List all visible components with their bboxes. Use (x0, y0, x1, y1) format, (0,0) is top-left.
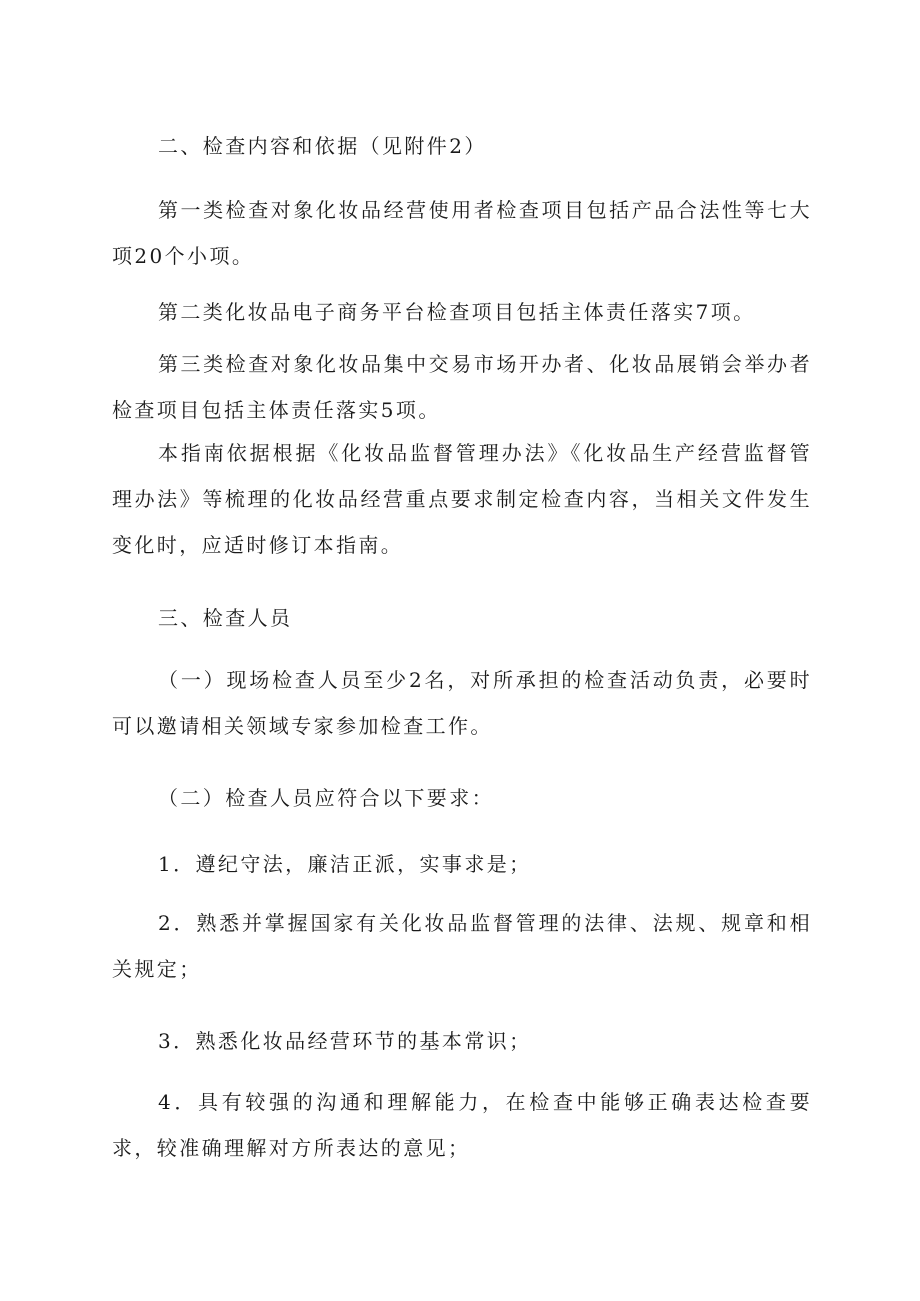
section-heading-3: 三、检查人员 (158, 606, 293, 630)
requirement-item-4: 4．具有较强的沟通和理解能力，在检查中能够正确表达检查要求，较准确理解对方所表达的意见； (112, 1090, 812, 1160)
section-heading-2: 二、检查内容和依据（见附件2） (158, 134, 487, 158)
paragraph-class-3: 第三类检查对象化妆品集中交易市场开办者、化妆品展销会举办者检查项目包括主体责任落实5项。 (112, 352, 812, 422)
paragraph-basis: 本指南依据根据《化妆品监督管理办法》《化妆品生产经营监督管理办法》等梳理的化妆品经营重点要求制定检查内容，当相关文件发生变化时，应适时修订本指南。 (112, 441, 812, 557)
paragraph-class-2: 第二类化妆品电子商务平台检查项目包括主体责任落实7项。 (158, 300, 756, 324)
paragraph-class-1: 第一类检查对象化妆品经营使用者检查项目包括产品合法性等七大项20个小项。 (112, 198, 812, 268)
requirement-item-2: 2．熟悉并掌握国家有关化妆品监督管理的法律、法规、规章和相关规定； (112, 911, 812, 981)
requirement-item-3: 3．熟悉化妆品经营环节的基本常识； (158, 1029, 532, 1053)
list-item-inspectors-count: （一）现场检查人员至少2名，对所承担的检查活动负责，必要时可以邀请相关领域专家参加检查工作。 (112, 668, 812, 738)
list-item-requirements: （二）检查人员应符合以下要求： (158, 786, 494, 810)
requirement-item-1: 1．遵纪守法，廉洁正派，实事求是； (158, 852, 532, 876)
